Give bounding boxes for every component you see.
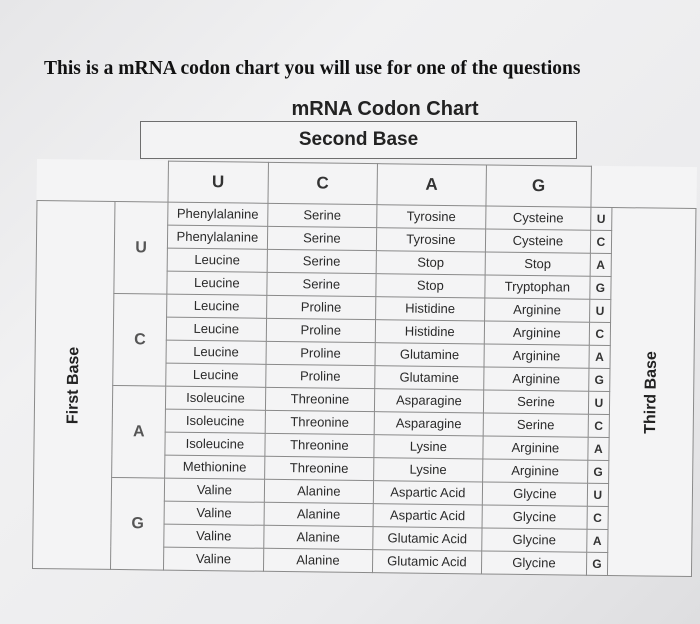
amino-acid-cell-g-column: Arginine [483,436,588,460]
amino-acid-cell-g-column: Glycine [481,551,586,575]
amino-acid-cell-g-column: Cysteine [485,229,590,253]
amino-acid-cell-a-column: Tyrosine [377,205,486,229]
amino-acid-cell-u-column: Isoleucine [165,432,265,456]
third-base-cell: U [589,299,610,322]
amino-acid-cell-a-column: Glutamine [375,366,484,390]
amino-acid-cell-c-column: Alanine [264,479,373,503]
amino-acid-cell-g-column: Serine [483,413,588,437]
third-base-cell: G [587,460,608,483]
amino-acid-cell-g-column: Arginine [484,344,589,368]
first-base-a: A [112,385,166,478]
amino-acid-cell-u-column: Valine [164,501,264,525]
column-header-c: C [268,162,377,204]
amino-acid-cell-u-column: Leucine [167,248,267,272]
chart-title: mRNA Codon Chart [291,98,479,120]
amino-acid-cell-g-column: Arginine [484,321,589,345]
third-base-cell: A [589,345,610,368]
amino-acid-cell-c-column: Alanine [263,548,372,572]
corner-spacer [115,160,168,202]
third-base-label: Third Base [641,350,660,434]
third-base-cell: U [588,391,609,414]
amino-acid-cell-g-column: Glycine [482,528,587,552]
amino-acid-cell-u-column: Leucine [166,340,266,364]
amino-acid-cell-a-column: Lysine [373,458,482,482]
column-header-a: A [377,164,486,206]
amino-acid-cell-c-column: Proline [266,364,375,388]
third-base-cell: G [590,276,611,299]
first-base-g: G [111,477,165,570]
amino-acid-cell-u-column: Isoleucine [165,386,265,410]
amino-acid-cell-a-column: Tyrosine [376,228,485,252]
amino-acid-cell-u-column: Leucine [167,271,267,295]
amino-acid-cell-c-column: Alanine [264,525,373,549]
column-header-u: U [168,161,268,203]
amino-acid-cell-g-column: Arginine [482,459,587,483]
amino-acid-cell-a-column: Asparagine [374,389,483,413]
third-base-cell: C [588,414,609,437]
third-base-cell: U [591,207,612,230]
amino-acid-cell-u-column: Valine [163,547,263,571]
corner-spacer [37,160,116,202]
amino-acid-cell-a-column: Glutamic Acid [373,527,482,551]
amino-acid-cell-g-column: Cysteine [486,206,591,230]
amino-acid-cell-g-column: Arginine [484,298,589,322]
amino-acid-cell-c-column: Serine [267,226,376,250]
amino-acid-cell-u-column: Leucine [166,294,266,318]
amino-acid-cell-a-column: Aspartic Acid [373,504,482,528]
amino-acid-cell-c-column: Proline [266,295,375,319]
page-heading: This is a mRNA codon chart you will use for one of the questions [44,58,581,79]
corner-spacer [591,166,612,207]
codon-table [32,159,697,577]
amino-acid-cell-c-column: Proline [266,341,375,365]
corner-spacer [612,167,696,209]
first-base-u: U [114,201,168,294]
third-base-label-cell [607,208,695,577]
amino-acid-cell-g-column: Serine [483,390,588,414]
amino-acid-cell-c-column: Threonine [265,410,374,434]
third-base-cell: A [588,437,609,460]
amino-acid-cell-g-column: Tryptophan [485,275,590,299]
third-base-cell: C [589,322,610,345]
amino-acid-cell-u-column: Leucine [166,317,266,341]
third-base-cell: C [590,230,611,253]
first-base-c: C [113,293,167,386]
second-base-header: Second Base [140,121,577,159]
third-base-cell: G [586,552,607,575]
amino-acid-cell-u-column: Isoleucine [165,409,265,433]
amino-acid-cell-c-column: Alanine [264,502,373,526]
amino-acid-cell-c-column: Threonine [264,456,373,480]
amino-acid-cell-c-column: Serine [268,203,377,227]
amino-acid-cell-c-column: Threonine [265,387,374,411]
amino-acid-cell-a-column: Histidine [375,320,484,344]
amino-acid-cell-a-column: Asparagine [374,412,483,436]
third-base-cell: C [587,506,608,529]
amino-acid-cell-a-column: Aspartic Acid [373,481,482,505]
amino-acid-cell-a-column: Stop [376,274,485,298]
amino-acid-cell-c-column: Serine [267,249,376,273]
third-base-cell: A [587,529,608,552]
third-base-cell: A [590,253,611,276]
column-header-g: G [486,165,591,207]
amino-acid-cell-a-column: Histidine [375,297,484,321]
first-base-label: First Base [64,346,83,424]
amino-acid-cell-u-column: Phenylalanine [168,202,268,226]
amino-acid-cell-u-column: Valine [164,524,264,548]
amino-acid-cell-a-column: Glutamic Acid [372,550,481,574]
first-base-label-cell [32,201,115,570]
amino-acid-cell-g-column: Glycine [482,505,587,529]
amino-acid-cell-c-column: Serine [267,272,376,296]
amino-acid-cell-u-column: Leucine [166,363,266,387]
amino-acid-cell-u-column: Phenylalanine [167,225,267,249]
amino-acid-cell-g-column: Arginine [484,367,589,391]
third-base-cell: U [587,483,608,506]
amino-acid-cell-a-column: Glutamine [375,343,484,367]
amino-acid-cell-a-column: Lysine [374,435,483,459]
third-base-cell: G [589,368,610,391]
amino-acid-cell-a-column: Stop [376,251,485,275]
amino-acid-cell-c-column: Proline [266,318,375,342]
amino-acid-cell-u-column: Methionine [164,455,264,479]
amino-acid-cell-g-column: Glycine [482,482,587,506]
amino-acid-cell-c-column: Threonine [265,433,374,457]
amino-acid-cell-u-column: Valine [164,478,264,502]
amino-acid-cell-g-column: Stop [485,252,590,276]
